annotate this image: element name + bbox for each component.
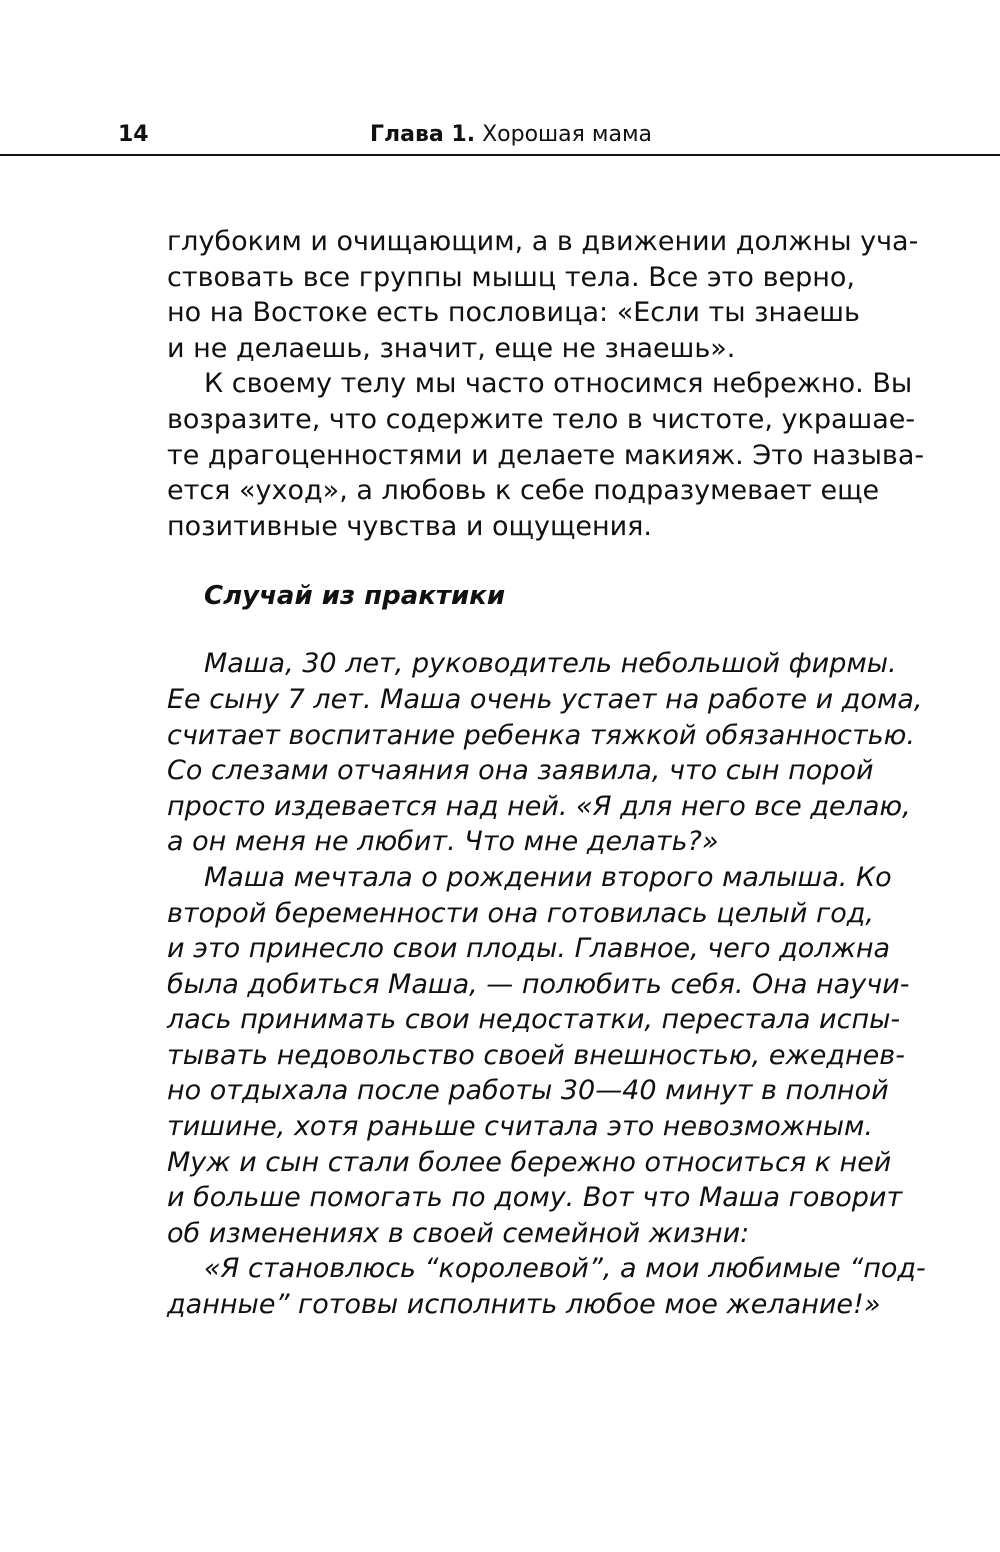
text-line: тывать недовольство своей внешностью, ежеднев- — [167, 1039, 905, 1071]
case-study — [167, 646, 926, 1322]
text-line: Ее сыну 7 лет. Маша очень устает на работе и дома, — [167, 683, 923, 715]
text-line: ется «уход», а любовь к себе подразумевает еще — [167, 475, 880, 507]
text-line: «Я становлюсь “королевой”, а мои любимые “под- — [204, 1253, 926, 1285]
text-line: ствовать все группы мышц тела. Все это верно, — [167, 261, 855, 293]
text-line: Со слезами отчаяния она заявила, что сын порой — [167, 755, 874, 787]
text-line: Муж и сын стали более бережно относиться к ней — [167, 1146, 892, 1178]
text-line: и не делаешь, значит, еще не знаешь». — [167, 332, 736, 364]
text-line: второй беременности она готовилась целый год, — [167, 897, 874, 929]
chapter-label: Глава 1. — [370, 122, 476, 147]
text-line: возразите, что содержите тело в чистоте, украшае- — [167, 403, 916, 435]
text-line: тишине, хотя раньше считала это невозможным. — [167, 1111, 873, 1143]
case-quote — [167, 1251, 926, 1322]
text-line: позитивные чувства и ощущения. — [167, 510, 653, 542]
chapter-title: Хорошая мама — [482, 122, 653, 147]
running-head — [0, 118, 1000, 156]
text-line: считает воспитание ребенка тяжкой обязанностью. — [167, 719, 915, 751]
case-heading: Случай из практики — [204, 581, 506, 612]
text-line: но отдыхала после работы 30—40 минут в полной — [167, 1075, 889, 1107]
text-line: К своему телу мы часто относимся небрежно. Вы — [204, 368, 913, 400]
text-line: а он меня не любит. Что мне делать?» — [167, 826, 719, 858]
text-line: об изменениях в своей семейной жизни: — [167, 1217, 750, 1249]
paragraph-1 — [167, 224, 919, 366]
case-paragraph-2 — [167, 860, 910, 1252]
text-line: и больше помогать по дому. Вот что Маша говорит — [167, 1182, 903, 1214]
text-line: и это принесло свои плоды. Главное, чего должна — [167, 933, 891, 965]
page-body — [167, 224, 926, 1323]
paragraph-2 — [167, 366, 925, 544]
text-line: просто издевается над ней. «Я для него все делаю, — [167, 790, 911, 822]
case-paragraph-1 — [167, 646, 923, 860]
text-line: данные” готовы исполнить любое мое желание!» — [167, 1289, 881, 1321]
page-number: 14 — [118, 122, 149, 147]
text-line: глубоким и очищающим, а в движении должны уча- — [167, 226, 919, 257]
text-line: лась принимать свои недостатки, перестала испы- — [167, 1004, 901, 1036]
text-line: была добиться Маша, — полюбить себя. Она научи- — [167, 968, 910, 1000]
text-line: но на Востоке есть пословица: «Если ты знаешь — [167, 297, 860, 329]
text-line: те драгоценностями и делаете макияж. Это называ- — [167, 439, 925, 471]
text-line: Маша мечтала о рождении второго малыша. Ко — [204, 861, 892, 893]
running-head-title — [370, 122, 652, 147]
text-line: Маша, 30 лет, руководитель небольшой фирмы. — [204, 648, 897, 680]
